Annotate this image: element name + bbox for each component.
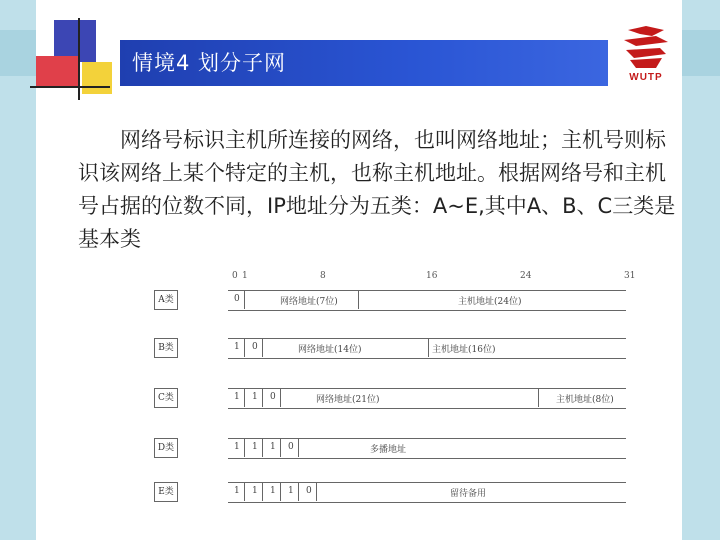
host-divider	[428, 338, 429, 357]
leading-bit: 0	[252, 342, 258, 352]
row-border-line	[228, 408, 626, 409]
bit-divider	[244, 482, 245, 501]
leading-bit: 1	[234, 442, 240, 452]
leading-bit: 1	[234, 392, 240, 402]
row-border-line	[228, 458, 626, 459]
class-label: D类	[154, 438, 178, 458]
row-border-line	[228, 290, 626, 291]
row-border-line	[228, 338, 626, 339]
bit-divider	[316, 482, 317, 501]
leading-bit: 0	[288, 442, 294, 452]
bit-number-label: 1	[242, 271, 248, 281]
leading-bit: 1	[270, 486, 276, 496]
row-border-line	[228, 502, 626, 503]
network-segment-label: 网络地址(7位)	[280, 297, 338, 307]
host-segment-label: 主机地址(16位)	[432, 345, 496, 355]
bit-divider	[244, 290, 245, 309]
host-segment-label: 主机地址(24位)	[458, 297, 522, 307]
leading-bit: 0	[306, 486, 312, 496]
row-border-line	[228, 388, 626, 389]
bit-divider	[244, 388, 245, 407]
bit-divider	[262, 482, 263, 501]
bit-divider	[244, 338, 245, 357]
host-segment-label: 主机地址(8位)	[556, 395, 614, 405]
bit-divider	[262, 338, 263, 357]
host-divider	[538, 388, 539, 407]
host-divider	[358, 290, 359, 309]
row-border-line	[228, 358, 626, 359]
class-label: E类	[154, 482, 178, 502]
leading-bit: 1	[252, 442, 258, 452]
row-border-line	[228, 310, 626, 311]
leading-bit: 0	[234, 294, 240, 304]
network-segment-label: 网络地址(14位)	[298, 345, 362, 355]
bit-divider	[280, 438, 281, 457]
bit-divider	[244, 438, 245, 457]
leading-bit: 1	[252, 486, 258, 496]
decor-red-square	[36, 56, 78, 86]
bit-divider	[280, 388, 281, 407]
leading-bit: 0	[270, 392, 276, 402]
bit-divider	[262, 388, 263, 407]
network-segment-label: 网络地址(21位)	[316, 395, 380, 405]
class-label: C类	[154, 388, 178, 408]
leading-bit: 1	[288, 486, 294, 496]
bit-divider	[280, 482, 281, 501]
bit-number-label: 31	[624, 271, 636, 281]
leading-bit: 1	[234, 486, 240, 496]
slide-title: 情境4 划分子网	[132, 51, 287, 75]
ip-class-figure	[150, 268, 636, 508]
school-logo	[616, 24, 676, 86]
bit-number-label: 16	[426, 271, 438, 281]
bit-divider	[298, 438, 299, 457]
segment-label: 留待备用	[450, 489, 487, 499]
bit-number-label: 24	[520, 271, 532, 281]
leading-bit: 1	[252, 392, 258, 402]
segment-label: 多播地址	[370, 445, 407, 455]
row-border-line	[228, 438, 626, 439]
body-paragraph: 网络号标识主机所连接的网络，也叫网络地址；主机号则标识该网络上某个特定的主机，也称主机地址。根据网络号和主机号占据的位数不同，IP地址分为五类：A~E,其中A、B、C三类是基本类	[78, 128, 676, 251]
bit-number-label: 0	[232, 271, 238, 281]
logo-mark-icon	[616, 24, 676, 72]
logo-text: WUTP	[629, 72, 663, 83]
decor-horizontal-line	[30, 86, 110, 88]
row-border-line	[228, 482, 626, 483]
leading-bit: 1	[270, 442, 276, 452]
bit-divider	[262, 438, 263, 457]
leading-bit: 1	[234, 342, 240, 352]
bit-divider	[298, 482, 299, 501]
decor-yellow-square	[82, 62, 112, 94]
bit-number-label: 8	[320, 271, 326, 281]
class-label: A类	[154, 290, 178, 310]
class-label: B类	[154, 338, 178, 358]
body-text	[78, 124, 678, 256]
